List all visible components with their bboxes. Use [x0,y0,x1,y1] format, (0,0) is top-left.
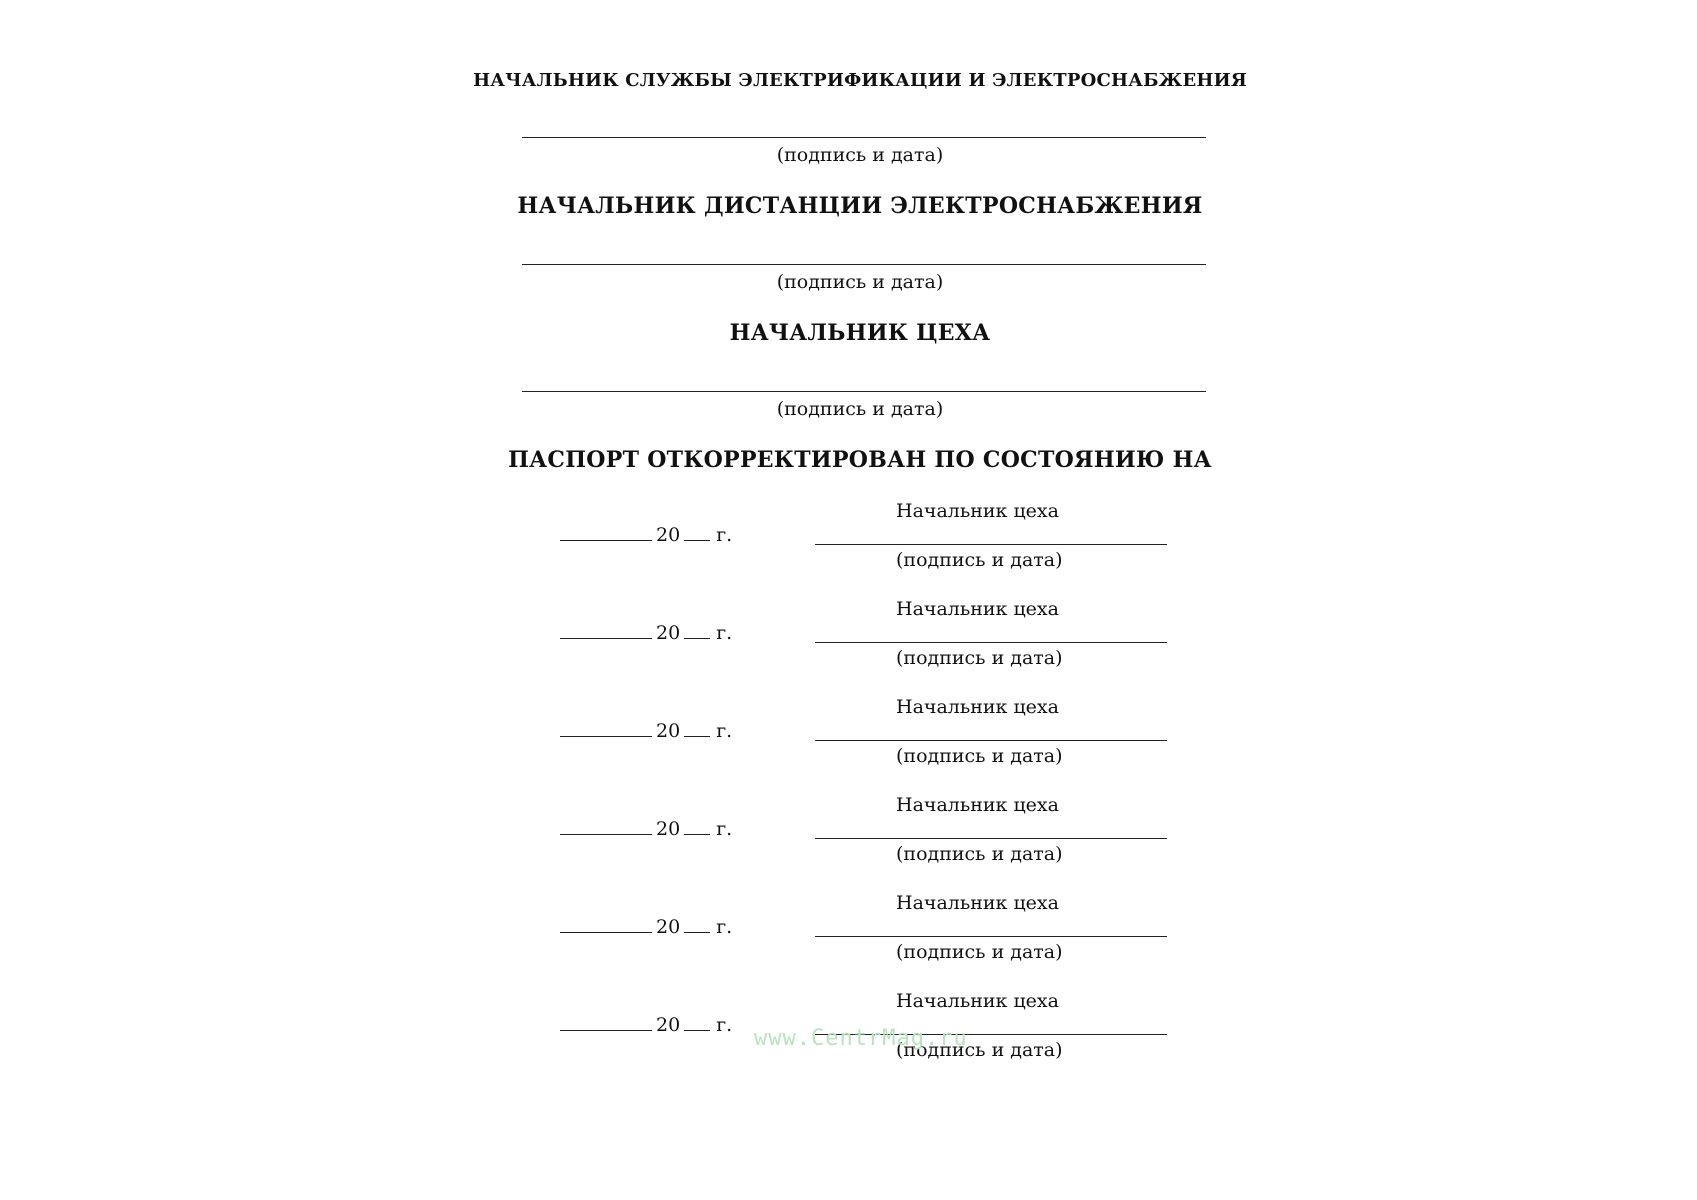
year-blank [684,735,710,737]
entry-signature-line [815,642,1167,643]
entry-caption: (подпись и дата) [896,745,1063,767]
section-title-electrification-head: НАЧАЛЬНИК СЛУЖБЫ ЭЛЕКТРИФИКАЦИИ И ЭЛЕКТРОСНАБЖЕНИЯ [473,70,1247,91]
signature-line [522,137,1206,138]
entry-signature-line [815,740,1167,741]
entry-date [560,916,732,938]
entry-caption: (подпись и дата) [896,941,1063,963]
entry-role: Начальник цеха [896,598,1059,620]
section-title-workshop-head: НАЧАЛЬНИК ЦЕХА [729,320,991,346]
year-prefix: 20 [656,524,681,546]
entry-date [560,720,732,742]
year-blank [684,833,710,835]
entry-role: Начальник цеха [896,500,1059,522]
entry-caption: (подпись и дата) [896,1039,1063,1061]
entry-caption: (подпись и дата) [896,843,1063,865]
day-month-blank [560,735,652,737]
day-month-blank [560,539,652,541]
year-blank [684,931,710,933]
entry-caption: (подпись и дата) [896,647,1063,669]
entry-date [560,622,732,644]
entry-role: Начальник цеха [896,696,1059,718]
year-prefix: 20 [656,622,681,644]
signature-line [522,391,1206,392]
day-month-blank [560,637,652,639]
entry-role: Начальник цеха [896,990,1059,1012]
signature-caption: (подпись и дата) [776,398,944,420]
year-prefix: 20 [656,720,681,742]
year-prefix: 20 [656,1014,681,1036]
year-blank [684,637,710,639]
correction-heading: ПАСПОРТ ОТКОРРЕКТИРОВАН ПО СОСТОЯНИЮ НА [508,447,1212,473]
entry-date [560,1014,732,1036]
year-prefix: 20 [656,916,681,938]
entry-role: Начальник цеха [896,892,1059,914]
year-suffix: г. [716,720,733,742]
year-blank [684,539,710,541]
entry-role: Начальник цеха [896,794,1059,816]
section-title-distance-head: НАЧАЛЬНИК ДИСТАНЦИИ ЭЛЕКТРОСНАБЖЕНИЯ [517,193,1203,219]
year-suffix: г. [716,524,733,546]
entry-signature-line [815,838,1167,839]
year-suffix: г. [716,818,733,840]
entry-signature-line [815,936,1167,937]
year-blank [684,1029,710,1031]
year-suffix: г. [716,1014,733,1036]
day-month-blank [560,1029,652,1031]
entry-date [560,524,732,546]
year-suffix: г. [716,916,733,938]
signature-caption: (подпись и дата) [776,144,944,166]
year-prefix: 20 [656,818,681,840]
watermark: www.CentrMag.ru [754,1026,968,1051]
entry-signature-line [815,544,1167,545]
day-month-blank [560,833,652,835]
entry-date [560,818,732,840]
entry-caption: (подпись и дата) [896,549,1063,571]
year-suffix: г. [716,622,733,644]
day-month-blank [560,931,652,933]
signature-line [522,264,1206,265]
signature-caption: (подпись и дата) [776,271,944,293]
